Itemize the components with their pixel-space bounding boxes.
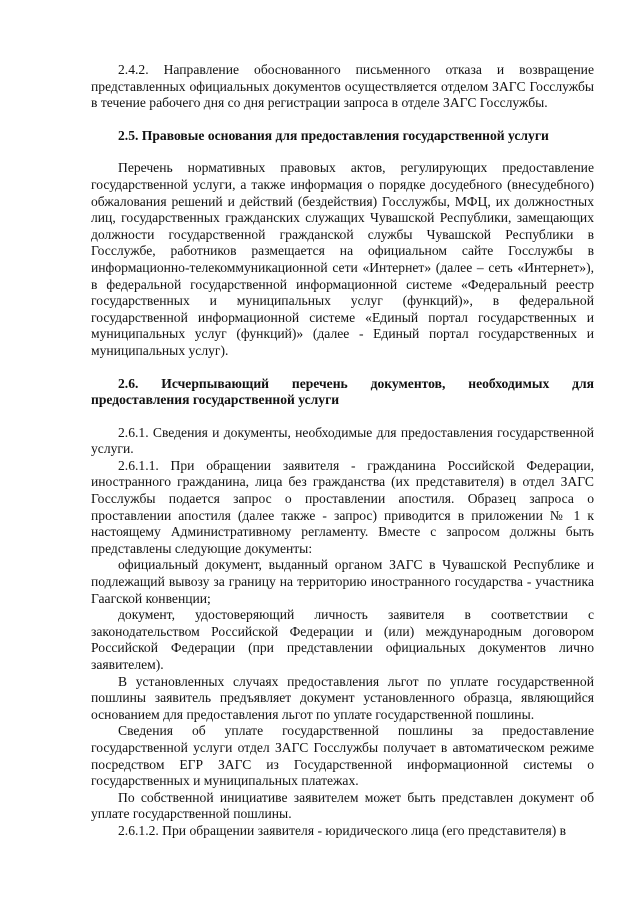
- paragraph-2-6-1-1: 2.6.1.1. При обращении заявителя - гражданина Российской Федерации, иностранного гражданина, лица без гражданства (их представителя) в отдел ЗАГС Госслужбы подается запрос о проставлении апостиля. Образец запроса о проставлении апостиля (далее также - запрос) приводится в приложении № 1 к настоящему Административному регламенту. Вместе с запросом должны быть представлены следующие документы:: [91, 457, 594, 556]
- paragraph-2-5: Перечень нормативных правовых актов, регулирующих предоставление государственной услуги, а также информация о порядке досудебного (внесудебного) обжалования решений и действий (бездействия) Госслужбы, МФЦ, их должностных лиц, государственных гражданских служащих Чувашской Республики, замещающих должности государственной гражданской службы Чувашской Республики в Госслужбе, работников размещается на официальном сайте Госслужбы в информационно-телекоммуникационной сети «Интернет» (далее – сеть «Интернет»), в федеральной государственной информационной системе «Федеральный реестр государственных и муниципальных услуг (функций)», в федеральной государственной информационной системе «Единый портал государственных и муниципальных услуг (функций)» (далее - Единый портал государственных и муниципальных услуг).: [91, 160, 594, 358]
- heading-2-5: 2.5. Правовые основания для предоставления государственной услуги: [118, 127, 549, 143]
- paragraph-own-initiative: По собственной инициативе заявителем может быть представлен документ об уплате государственной пошлины.: [91, 789, 594, 822]
- paragraph-fee-info: Сведения об уплате государственной пошлины за предоставление государственной услуги отдел ЗАГС Госслужбы получает в автоматическом режиме посредством ЕГР ЗАГС из Государственной информационной системы о государственных и муниципальных платежах.: [91, 723, 594, 789]
- paragraph-2-4-2: 2.4.2. Направление обоснованного письменного отказа и возвращение представленных официальных документов осуществляется отделом ЗАГС Госслужбы в течение рабочего дня со дня регистрации запроса в отделе ЗАГС Госслужбы.: [91, 62, 594, 111]
- paragraph-identity-document: документ, удостоверяющий личность заявителя в соответствии с законодательством Российской Федерации и (или) международным договором Российской Федерации (при представлении официальных документов лично заявителем).: [91, 607, 594, 672]
- paragraph-2-6-1-2: 2.6.1.2. При обращении заявителя - юридического лица (его представителя) в: [118, 822, 567, 838]
- paragraph-2-6-1: 2.6.1. Сведения и документы, необходимые для предоставления государственной услуги.: [91, 424, 594, 457]
- paragraph-fee-benefits: В установленных случаях предоставления льгот по уплате государственной пошлины заявитель предъявляет документ установленного образца, являющийся основанием для предоставления льгот по уплате государственной пошлины.: [91, 673, 594, 722]
- paragraph-official-document: официальный документ, выданный органом ЗАГС в Чувашской Республике и подлежащий вывозу за границу на территорию иностранного государства - участника Гаагской конвенции;: [91, 557, 594, 606]
- document-page: [91, 62, 594, 840]
- heading-2-6: 2.6. Исчерпывающий перечень документов, необходимых для предоставления государственной услуги: [91, 375, 594, 408]
